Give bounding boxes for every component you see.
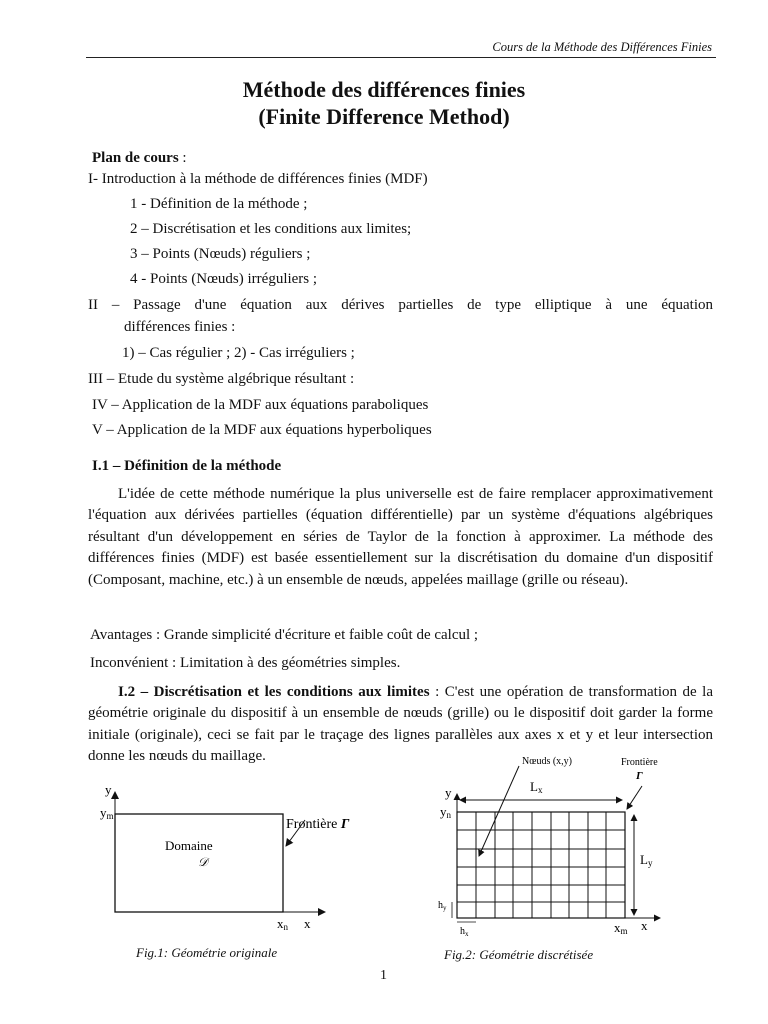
fig2-x-tick: xm (614, 920, 628, 936)
plan-item: V – Application de la MDF aux équations hyperboliques (92, 422, 432, 438)
figure-1 (90, 780, 350, 940)
fig1-y-tick: ym (100, 805, 114, 821)
section-2-text: C'est une opération de transformation de la géométrie originale du dispositif à un ensemble de nœuds (grille) ou le dispositif doit garder la forme initiale (originale), ceci se fait par le traçage des lignes parallèles aux axes x et y et leur intersection donne les nœuds du maillage. (88, 684, 714, 765)
plan-heading-suffix: : (178, 150, 187, 166)
title-line-1: Méthode des différences finies (242, 77, 526, 102)
fig1-boundary-label: Frontière Γ (286, 817, 350, 832)
fig1-domain-symbol: 𝒟 (198, 855, 208, 869)
plan-item: I- Introduction à la méthode de différences finies (MDF) (88, 171, 428, 187)
fig2-axis-y-label: y (445, 785, 452, 800)
section-1-heading: I.1 – Définition de la méthode (92, 458, 282, 474)
fig1-domain-label: Domaine (165, 838, 213, 853)
section-2-heading-suffix: : (429, 684, 445, 700)
figure-2 (424, 752, 724, 942)
fig2-hy-label: $h_y$ (438, 900, 447, 912)
fig2-node-label: Nœuds (x,y) (522, 756, 572, 767)
fig2-boundary-symbol: Γ (636, 770, 643, 782)
fig2-boundary-label: Frontière (621, 757, 658, 768)
advantages-line: Avantages : Grande simplicité d'écriture et faible coût de calcul ; (90, 627, 479, 643)
plan-item: 1 - Définition de la méthode ; (130, 196, 308, 212)
fig2-axis-x-label: x (641, 918, 648, 933)
plan-heading-line (92, 149, 187, 167)
fig1-axis-x-label: x (304, 916, 311, 931)
plan-item: différences finies : (124, 319, 236, 335)
fig2-grid (457, 812, 625, 918)
fig1-x-tick: xn (277, 916, 288, 932)
plan-item: 4 - Points (Nœuds) irréguliers ; (130, 271, 318, 287)
fig2-y-tick: yn (440, 804, 451, 820)
fig2-boundary-arrow (627, 786, 642, 809)
plan-heading: Plan de cours (92, 150, 179, 166)
plan-item: 2 – Discrétisation et les conditions aux limites; (130, 221, 412, 237)
plan-item: 1) – Cas régulier ; 2) - Cas irréguliers ; (122, 345, 355, 361)
fig1-axis-y-label: y (105, 782, 112, 797)
plan-item: IV – Application de la MDF aux équations paraboliques (92, 397, 429, 413)
header-rule (86, 57, 716, 58)
plan-item: II – Passage d'une équation aux dérives partielles de type elliptique à une équation (88, 297, 713, 313)
fig2-lx-label: Lx (530, 779, 543, 795)
section-2-heading: I.2 – Discrétisation et les conditions aux limites (118, 684, 430, 700)
section-1-paragraph: L'idée de cette méthode numérique la plus universelle est de faire remplacer approximativement l'équation aux dérivées partielles (équation différentielle) par un système d'équations algébriques résultant d'un développement en séries de Taylor de la fonction à approximer. La méthode des différences finies (MDF) est basée essentiellement sur la discrétisation du domaine d'un dispositif (Composant, machine, etc.) à un ensemble de nœuds, appelées maillage (grille ou réseau). (88, 486, 713, 588)
fig2-ly-label: Ly (640, 852, 653, 868)
figure-1-caption: Fig.1: Géométrie originale (136, 945, 278, 960)
fig2-hx-label: $h_x$ (460, 926, 469, 938)
figure-2-caption: Fig.2: Géométrie discrétisée (444, 947, 594, 962)
page-number: 1 (380, 968, 387, 983)
plan-item: 3 – Points (Nœuds) réguliers ; (130, 246, 311, 262)
title-line-2: (Finite Difference Method) (258, 104, 510, 129)
disadvantage-line: Inconvénient : Limitation à des géométries simples. (90, 655, 401, 671)
running-header: Cours de la Méthode des Différences Finies (492, 40, 712, 54)
plan-item: III – Etude du système algébrique résultant : (88, 371, 355, 387)
